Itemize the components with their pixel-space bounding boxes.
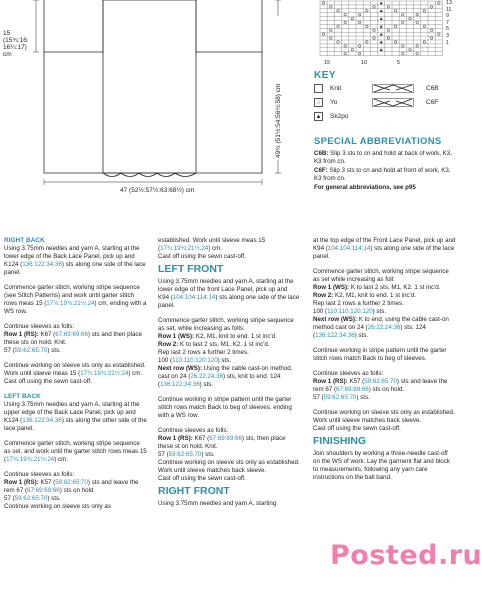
yo-mark (387, 6, 390, 9)
watermark: Posted.ru (330, 540, 482, 571)
width-measurement: 47 (52½:57½:63:68½) cm (120, 187, 195, 194)
sk2po-mark (380, 2, 383, 5)
key-item-yo: ○ Yo (314, 98, 337, 107)
yo-mark (394, 9, 397, 12)
abbreviations-title: SPECIAL ABBREVIATIONS (314, 136, 442, 147)
row-number: 13 (446, 0, 452, 6)
yo-mark (373, 29, 376, 32)
column-2: established. Work until sleeve meas 15 (17¾:19¾:21½:24) cm. Cast off using the sewn cast-off. LEFT FRONT Using 3.75mm needles and yarn A, starting at the lower edge of the front Lace Panel, pick up and K94 (104:104:114:14) sts along one side of the lace panel. Commence garter stitch, working stripe sequence as set, while increasing as folls: Row 1 (WS): K2, M1, knit to end. 1 st inc'd. Row 2: K to last 2 sts, M1, K2. 1 st inc'd. Rep last 2 rows a further 2 times. 100 (110:110:120:120) sts. Next row (WS): Using the cable cast-on method, cast on 24 (26:22:24:36) sts, knit to end. 124 (136:122:34:36) sts. Continue working in stripe pattern until the garter stitch rows match Back to beg of sleeves, ending with a WS row. Continue sleeves as folls: Row 1 (RS): K67 (67:69:69:66) sts, then place these st on hold. Knit. 57 (59:62:65:70) sts. Continue working on sleeve sts only as established. Work until sleeve matches back sleeve. Cast off using the sewn cast-off. RIGHT FRONT Using 3.75mm needles and yarn A, starting (158, 237, 300, 507)
yo-mark (394, 25, 397, 28)
yo-mark (373, 37, 376, 40)
yo-mark (344, 21, 347, 24)
column-1: RIGHT BACK Using 3.75mm needles and yarn A, starting at the lower edge of the Back Lace Panel, pick up and K124 (136:122:34:36) sts along one side of the lace panel. Commence garter stitch, working stripe sequence (see Stitch Patterns) and work until garter stitch rows meas 15 (17¾:19¾:21½:24) cm, ending with a WS row. Continue sleeves as folls: Row 1 (RS): K67 (67:69:69:66) sts and then place these sts on hold. Knit. 57 (59:62:65:70) sts. Continue working on sleeve sts only as established. Work until sleeve meas 15 (17¾:19¾:21½:24) cm. Cast off using the sewn cast-off. LEFT BACK Using 3.75mm needles and yarn A, starting at the upper edge of the Back Lace Panel, pick up and K124 (136:122:34:36) sts along the other side of the lace panel. Commence garter stitch, working stripe sequence as set, and work until the garter stitch rows meas 15 (17¾:19¾:21½:24) cm. Continue sleeves as folls: Row 1 (RS): K57 (59:62:65:70) sts and leave the rem 67 (67:69:69:66) sts on hold. 57 (59:62:65:70) sts. Continue working on sleeve sts only as (4, 237, 147, 510)
yo-symbol-icon: ○ (314, 98, 323, 107)
key-item-sk2po: ▲ Sk2po (315, 113, 349, 120)
stitch-number: 10 (361, 60, 368, 66)
sk2po-mark (380, 25, 383, 28)
yo-mark (394, 41, 397, 44)
sk2po-symbol-icon: ▲ (315, 113, 322, 120)
yo-mark (423, 41, 426, 44)
lace-chart (312, 0, 460, 64)
schematic-lace-panel (103, 0, 196, 173)
column-3: at the top edge of the Front Lace Panel, pick up and K94 (104:104:114:14) sts along one side of the lace panel. Commence garter stitch, working stripe sequence as set while increasing as foll: Row 1 (WS): K to last 2 sts, M1, K2. 1 st inc'd. Row 2: K2, M1, knit to end. 1 st inc'd. Rep last 2 rows a further 2 times. 100 (110:110:120:120) sts. Next row (WS): K to end, using the cable cast-on method cast on 24 (26:22:24:36) sts. 124 (136:122:34:36) sts. Continue working in stripe pattern until the garter stitch rows match Back to beg of sleeves. Continue sleeves as folls: Row 1 (RS): K57 (59:62:65:70) sts and leave the rem 67 (67:69:69:66) sts on hold. 57 (59:62:65:70) sts. Continue working on sleeve sts only as established. Work until sleeve matches back sleeve. Cast off using the sewn cast-off. FINISHING Join shoulders by working a three-needle cast-off on the WS of work. Lay the garment flat and block to measurements, following any yarn care instructions on the ball band. (313, 237, 456, 481)
yo-mark (358, 45, 361, 48)
cable-c6f-label: C6F (426, 99, 439, 106)
row-number: 9 (446, 13, 449, 20)
sk2po-mark (380, 33, 383, 36)
section-heading-left-back: LEFT BACK (4, 393, 41, 400)
height-measurement: 49½ (51½:54:56½:58) cm (275, 16, 282, 160)
yo-mark (344, 52, 347, 55)
cable-c6b-label: C6B (426, 85, 439, 92)
row-number: 1 (446, 39, 449, 46)
yo-mark (387, 37, 390, 40)
yo-mark (330, 37, 333, 40)
stitch-number: 5 (397, 60, 401, 66)
yo-mark (373, 6, 376, 9)
yo-mark (423, 9, 426, 12)
yo-mark (337, 41, 340, 44)
yo-mark (337, 25, 340, 28)
yo-mark (358, 52, 361, 55)
schematic-outline (44, 0, 262, 52)
yo-mark (366, 25, 369, 28)
yo-mark (344, 13, 347, 16)
abbreviations-text: C6B: Slip 3 sts to cn and hold at back of work, K3, K3 from cn. C6F: Slip 3 sts to cn and hold at front of work, K3, K3 from cn. For general abbreviations, see p95 (314, 150, 456, 192)
yo-mark (438, 33, 441, 36)
key-title: KEY (314, 70, 337, 81)
row-number: 11 (446, 6, 452, 13)
yo-mark (351, 48, 354, 51)
yo-mark (409, 17, 412, 20)
section-heading-right-front: RIGHT FRONT (158, 485, 230, 497)
yo-mark (322, 33, 325, 36)
yo-mark (423, 25, 426, 28)
yo-mark (416, 52, 419, 55)
yo-mark (402, 21, 405, 24)
yo-mark (330, 6, 333, 9)
yo-mark (366, 9, 369, 12)
yo-mark (438, 2, 441, 5)
cable-c6f-icon (372, 98, 414, 107)
yo-mark (409, 48, 412, 51)
yo-mark (366, 41, 369, 44)
yo-mark (344, 45, 347, 48)
yo-mark (330, 29, 333, 32)
section-heading-finishing: FINISHING (313, 435, 367, 447)
yo-mark (430, 29, 433, 32)
shoulder-measurement: 15 (15¾:16: 16¼:17) cm (3, 30, 29, 58)
yo-mark (416, 13, 419, 16)
yo-mark (358, 13, 361, 16)
yo-mark (337, 9, 340, 12)
yo-mark (402, 45, 405, 48)
yo-mark (430, 37, 433, 40)
general-abbreviations-ref: For general abbreviations, see p95 (314, 184, 416, 191)
yo-mark (402, 52, 405, 55)
yo-mark (430, 6, 433, 9)
yo-mark (416, 45, 419, 48)
sk2po-mark (380, 48, 383, 51)
sk2po-mark (380, 17, 383, 20)
schematic-body (44, 52, 262, 173)
key-item-knit: Knit (314, 84, 341, 93)
yo-mark (351, 17, 354, 20)
yo-mark (416, 21, 419, 24)
knit-symbol-icon (314, 84, 323, 93)
yo-mark (387, 29, 390, 32)
row-number: 3 (446, 32, 449, 39)
yo-mark (322, 2, 325, 5)
sk2po-mark (380, 9, 383, 12)
sk2po-mark (380, 41, 383, 44)
section-heading-right-back: RIGHT BACK (4, 237, 45, 244)
row-number: 5 (446, 26, 449, 33)
section-heading-left-front: LEFT FRONT (158, 263, 224, 275)
stitch-number: 15 (324, 60, 331, 66)
yo-mark (358, 21, 361, 24)
cable-c6b-icon (372, 84, 414, 93)
row-number: 7 (446, 19, 449, 26)
yo-mark (402, 13, 405, 16)
chart-row-numbers (446, 0, 452, 46)
